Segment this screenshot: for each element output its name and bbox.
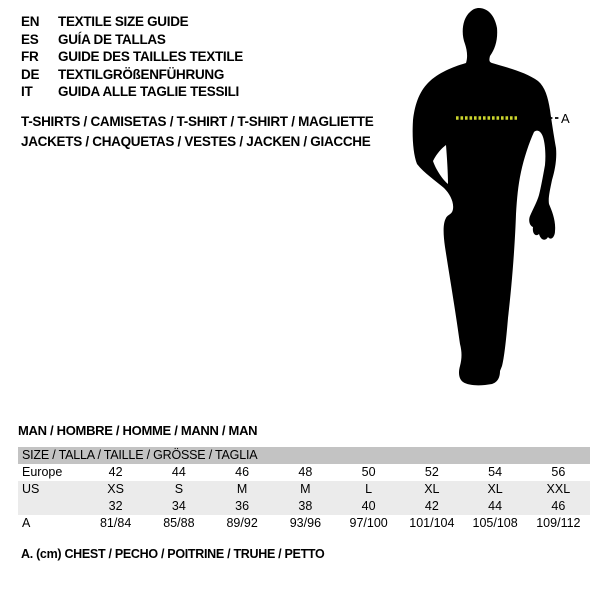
row-label: A: [22, 516, 31, 530]
table-cell: 105/108: [472, 516, 518, 530]
table-row-us-numeric: [18, 498, 590, 515]
language-title: TEXTILE SIZE GUIDE: [58, 14, 189, 29]
table-cell: 54: [488, 465, 503, 479]
category-jackets: JACKETS / CHAQUETAS / VESTES / JACKEN / GIACCHE: [21, 134, 371, 149]
size-table-header: SIZE / TALLA / TAILLE / GRÖSSE / TAGLIA: [18, 447, 590, 464]
table-row-us: [18, 481, 590, 498]
language-title: GUIDA ALLE TAGLIE TESSILI: [58, 84, 239, 100]
table-cell: XS: [107, 482, 124, 496]
table-cell: 46: [235, 465, 250, 479]
measure-label-a: A: [561, 111, 570, 126]
table-cell: 101/104: [409, 516, 455, 530]
table-cell: XL: [424, 482, 440, 496]
language-title: GUÍA DE TALLAS: [58, 31, 166, 47]
table-cell: 85/88: [163, 516, 195, 530]
table-cell: 48: [298, 465, 313, 479]
language-title: TEXTILGRÖßENFÜHRUNG: [58, 66, 225, 82]
table-cell: M: [300, 482, 311, 496]
man-silhouette: [413, 8, 557, 385]
table-cell: 38: [298, 499, 313, 513]
table-cell: 44: [488, 499, 503, 513]
table-cell: S: [174, 482, 184, 496]
table-cell: 42: [424, 499, 439, 513]
row-label: US: [22, 482, 40, 496]
table-cell: 97/100: [349, 516, 388, 530]
table-cell: 36: [235, 499, 250, 513]
table-row-europe: [18, 464, 590, 481]
section-title-man: MAN / HOMBRE / HOMME / MANN / MAN: [18, 423, 258, 438]
row-label: [18, 498, 84, 515]
table-cell: 50: [361, 465, 376, 479]
language-code: FR: [21, 49, 39, 65]
table-cell: 42: [108, 465, 123, 479]
table-cell: 56: [551, 465, 566, 479]
language-code: EN: [21, 14, 40, 29]
language-code: ES: [21, 31, 39, 47]
language-code: IT: [21, 84, 33, 100]
language-title: GUIDE DES TAILLES TEXTILE: [58, 49, 244, 65]
row-label: Europe: [22, 465, 63, 479]
table-cell: 89/92: [226, 516, 258, 530]
table-cell: 52: [424, 465, 439, 479]
table-cell: 46: [551, 499, 566, 513]
table-cell: 40: [361, 499, 376, 513]
table-cell: L: [365, 482, 373, 496]
table-cell: 109/112: [536, 516, 581, 530]
measurement-footnote: A. (cm) CHEST / PECHO / POITRINE / TRUHE / PETTO: [21, 547, 325, 561]
language-code: DE: [21, 66, 40, 82]
table-cell: 44: [171, 465, 186, 479]
table-cell: 34: [171, 499, 186, 513]
size-table: [18, 447, 590, 532]
table-row-chest-a: [18, 515, 590, 532]
table-cell: XXL: [546, 482, 571, 496]
table-cell: 81/84: [99, 516, 132, 530]
table-cell: M: [236, 482, 248, 496]
table-cell: XL: [487, 482, 503, 496]
category-tshirts: T-SHIRTS / CAMISETAS / T-SHIRT / T-SHIRT / MAGLIETTE: [21, 114, 374, 129]
table-cell: 93/96: [289, 516, 322, 530]
table-cell: 32: [108, 499, 123, 513]
